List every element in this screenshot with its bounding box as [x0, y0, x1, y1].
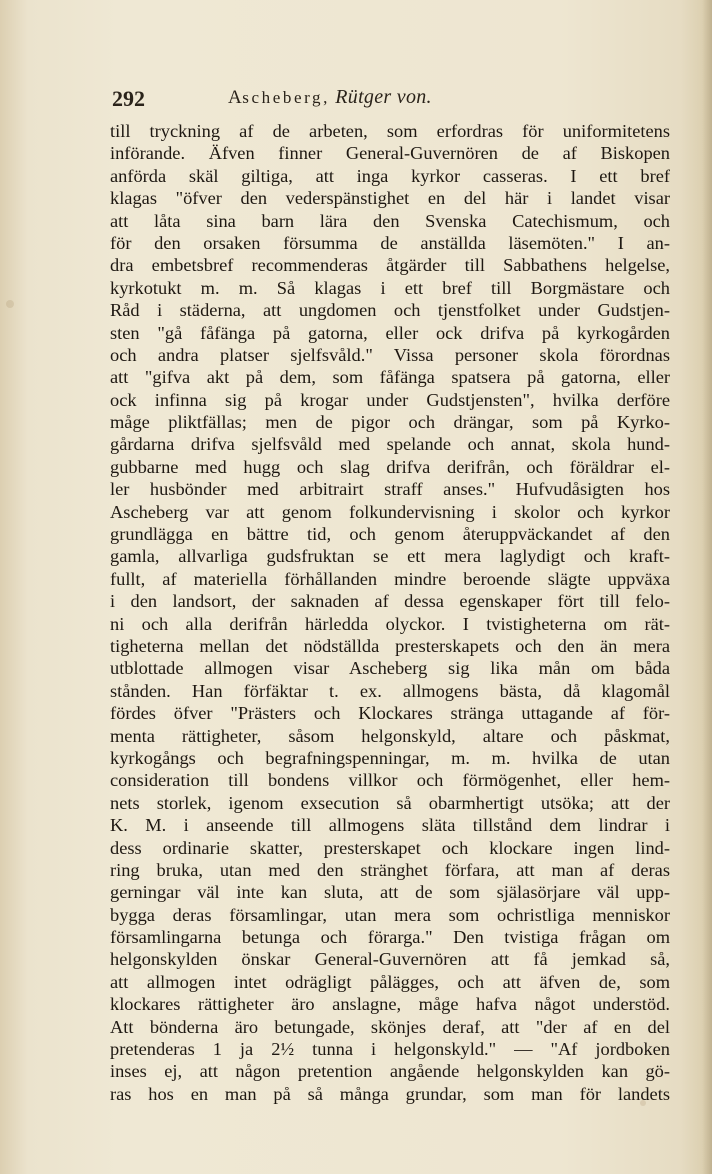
text-line: Ascheberg var att genom folkundervisning i skolor och kyrkor: [110, 501, 670, 522]
text-line: dess ordinarie skatter, presterskapet och klockare ingen lind-: [110, 837, 670, 858]
text-line: gerningar väl inte kan sluta, att de som själasörjare väl upp-: [110, 882, 670, 903]
page-number: 292: [112, 86, 145, 111]
text-line: att låta sina barn lära den Svenska Catechismum, och: [110, 210, 670, 231]
text-line: måge pliktfällas; men de pigor och drängar, som på Kyrko-: [110, 412, 670, 433]
text-line: helgonskylden önskar General-Guvernören att få jemkad så,: [110, 949, 670, 970]
text-line: församlingarna betunga och förarga." Den tvistiga frågan om: [110, 927, 670, 948]
text-line: sten "gå fåfänga på gatorna, eller ock drifva på kyrkogården: [110, 322, 670, 343]
text-line: fördes öfver "Prästers och Klockares stränga uttagande af för-: [110, 703, 670, 724]
text-line: Att bönderna äro betungade, skönjes deraf, att "der af en del: [110, 1016, 670, 1037]
text-line: ler husbönder med arbitrairt straff anses." Hufvudåsigten hos: [110, 479, 670, 500]
text-line: Råd i städerna, att ungdomen och tjenstfolket under Gudstjen-: [110, 300, 670, 321]
text-line: anförda skäl giltiga, att inga kyrkor casseras. I ett bref: [110, 165, 670, 186]
text-line: ras hos en man på så många grundar, som man för landets: [110, 1083, 670, 1104]
page-edge-shadow: [702, 0, 712, 1174]
text-line: inses ej, att någon pretention angående helgonskylden kan gö-: [110, 1061, 670, 1082]
text-line: klockares rättigheter äro anslagne, måge hafva något understöd.: [110, 994, 670, 1015]
text-line: ni och alla derifrån härledda olyckor. I tvistigheterna om rät-: [110, 613, 670, 634]
text-line: gamla, allvarliga gudsfruktan se ett mera laglydigt och kraft-: [110, 546, 670, 567]
text-line: gubbarne med hugg och slag drifva derifrån, och föräldrar el-: [110, 456, 670, 477]
text-line: ring bruka, utan med den stränghet förfara, att man af deras: [110, 859, 670, 880]
text-line: i den landsort, der saknaden af dessa egenskaper fört till felo-: [110, 591, 670, 612]
text-line: tigheterna mellan det nödställda presterskapets och den än mera: [110, 635, 670, 656]
text-line: bygga deras församlingar, utan mera som ochristliga menniskor: [110, 904, 670, 925]
text-line: fullt, af materiella förhållanden mindre beroende slägte uppväxa: [110, 568, 670, 589]
text-line: pretenderas 1 ja 2½ tunna i helgonskyld." — "Af jordboken: [110, 1039, 670, 1060]
text-line: att "gifva akt på dem, som fåfänga spatsera på gatorna, eller: [110, 367, 670, 388]
text-line: gårdarna drifva sjelfsvåld med spelande och annat, skola hund-: [110, 434, 670, 455]
text-line: dra embetsbref recommenderas åtgärder till Sabbathens helgelse,: [110, 255, 670, 276]
text-line: utblottade allmogen visar Ascheberg sig lika mån om båda: [110, 658, 670, 679]
text-line: K. M. i anseende till allmogens släta tillstånd dem lindrar i: [110, 815, 670, 836]
running-head-given-name: Rütger von.: [335, 86, 432, 108]
body-text: [110, 120, 670, 1105]
running-head: [228, 86, 432, 109]
text-line: att allmogen intet odrägligt pålägges, och att äfven de, som: [110, 971, 670, 992]
text-line: menta rättigheter, såsom helgonskyld, altare och påskmat,: [110, 725, 670, 746]
text-line: stånden. Han förfäktar t. ex. allmogens bästa, då klagomål: [110, 680, 670, 701]
text-line: kyrkogångs och begrafningspenningar, m. m. hvilka de utan: [110, 747, 670, 768]
text-line: consideration till bondens villkor och förmögenhet, eller hem-: [110, 770, 670, 791]
text-line: nets storlek, igenom exsecution så obarmhertigt utsöka; att der: [110, 792, 670, 813]
text-line: ock infinna sig på krogar under Gudstjensten", hvilka derföre: [110, 389, 670, 410]
text-line: införande. Äfven finner General-Guvernören de af Biskopen: [110, 143, 670, 164]
running-head-prefix: A: [228, 87, 243, 108]
running-head-surname: scheberg,: [242, 88, 330, 107]
text-line: klagas "öfver den vederspänstighet en del här i landet visar: [110, 188, 670, 209]
paper-stain: [6, 300, 14, 308]
page-header: [112, 80, 672, 114]
text-line: grundlägga en bättre tid, och genom återuppväckandet af den: [110, 524, 670, 545]
text-line: för den orsaken försumma de anställda läsemöten." I an-: [110, 232, 670, 253]
text-line: kyrkotukt m. m. Så klagas i ett bref till Borgmästare och: [110, 277, 670, 298]
text-line: och andra platser sjelfsvåld." Vissa personer skola förordnas: [110, 344, 670, 365]
text-line: till tryckning af de arbeten, som erfordras för uniformitetens: [110, 121, 670, 141]
